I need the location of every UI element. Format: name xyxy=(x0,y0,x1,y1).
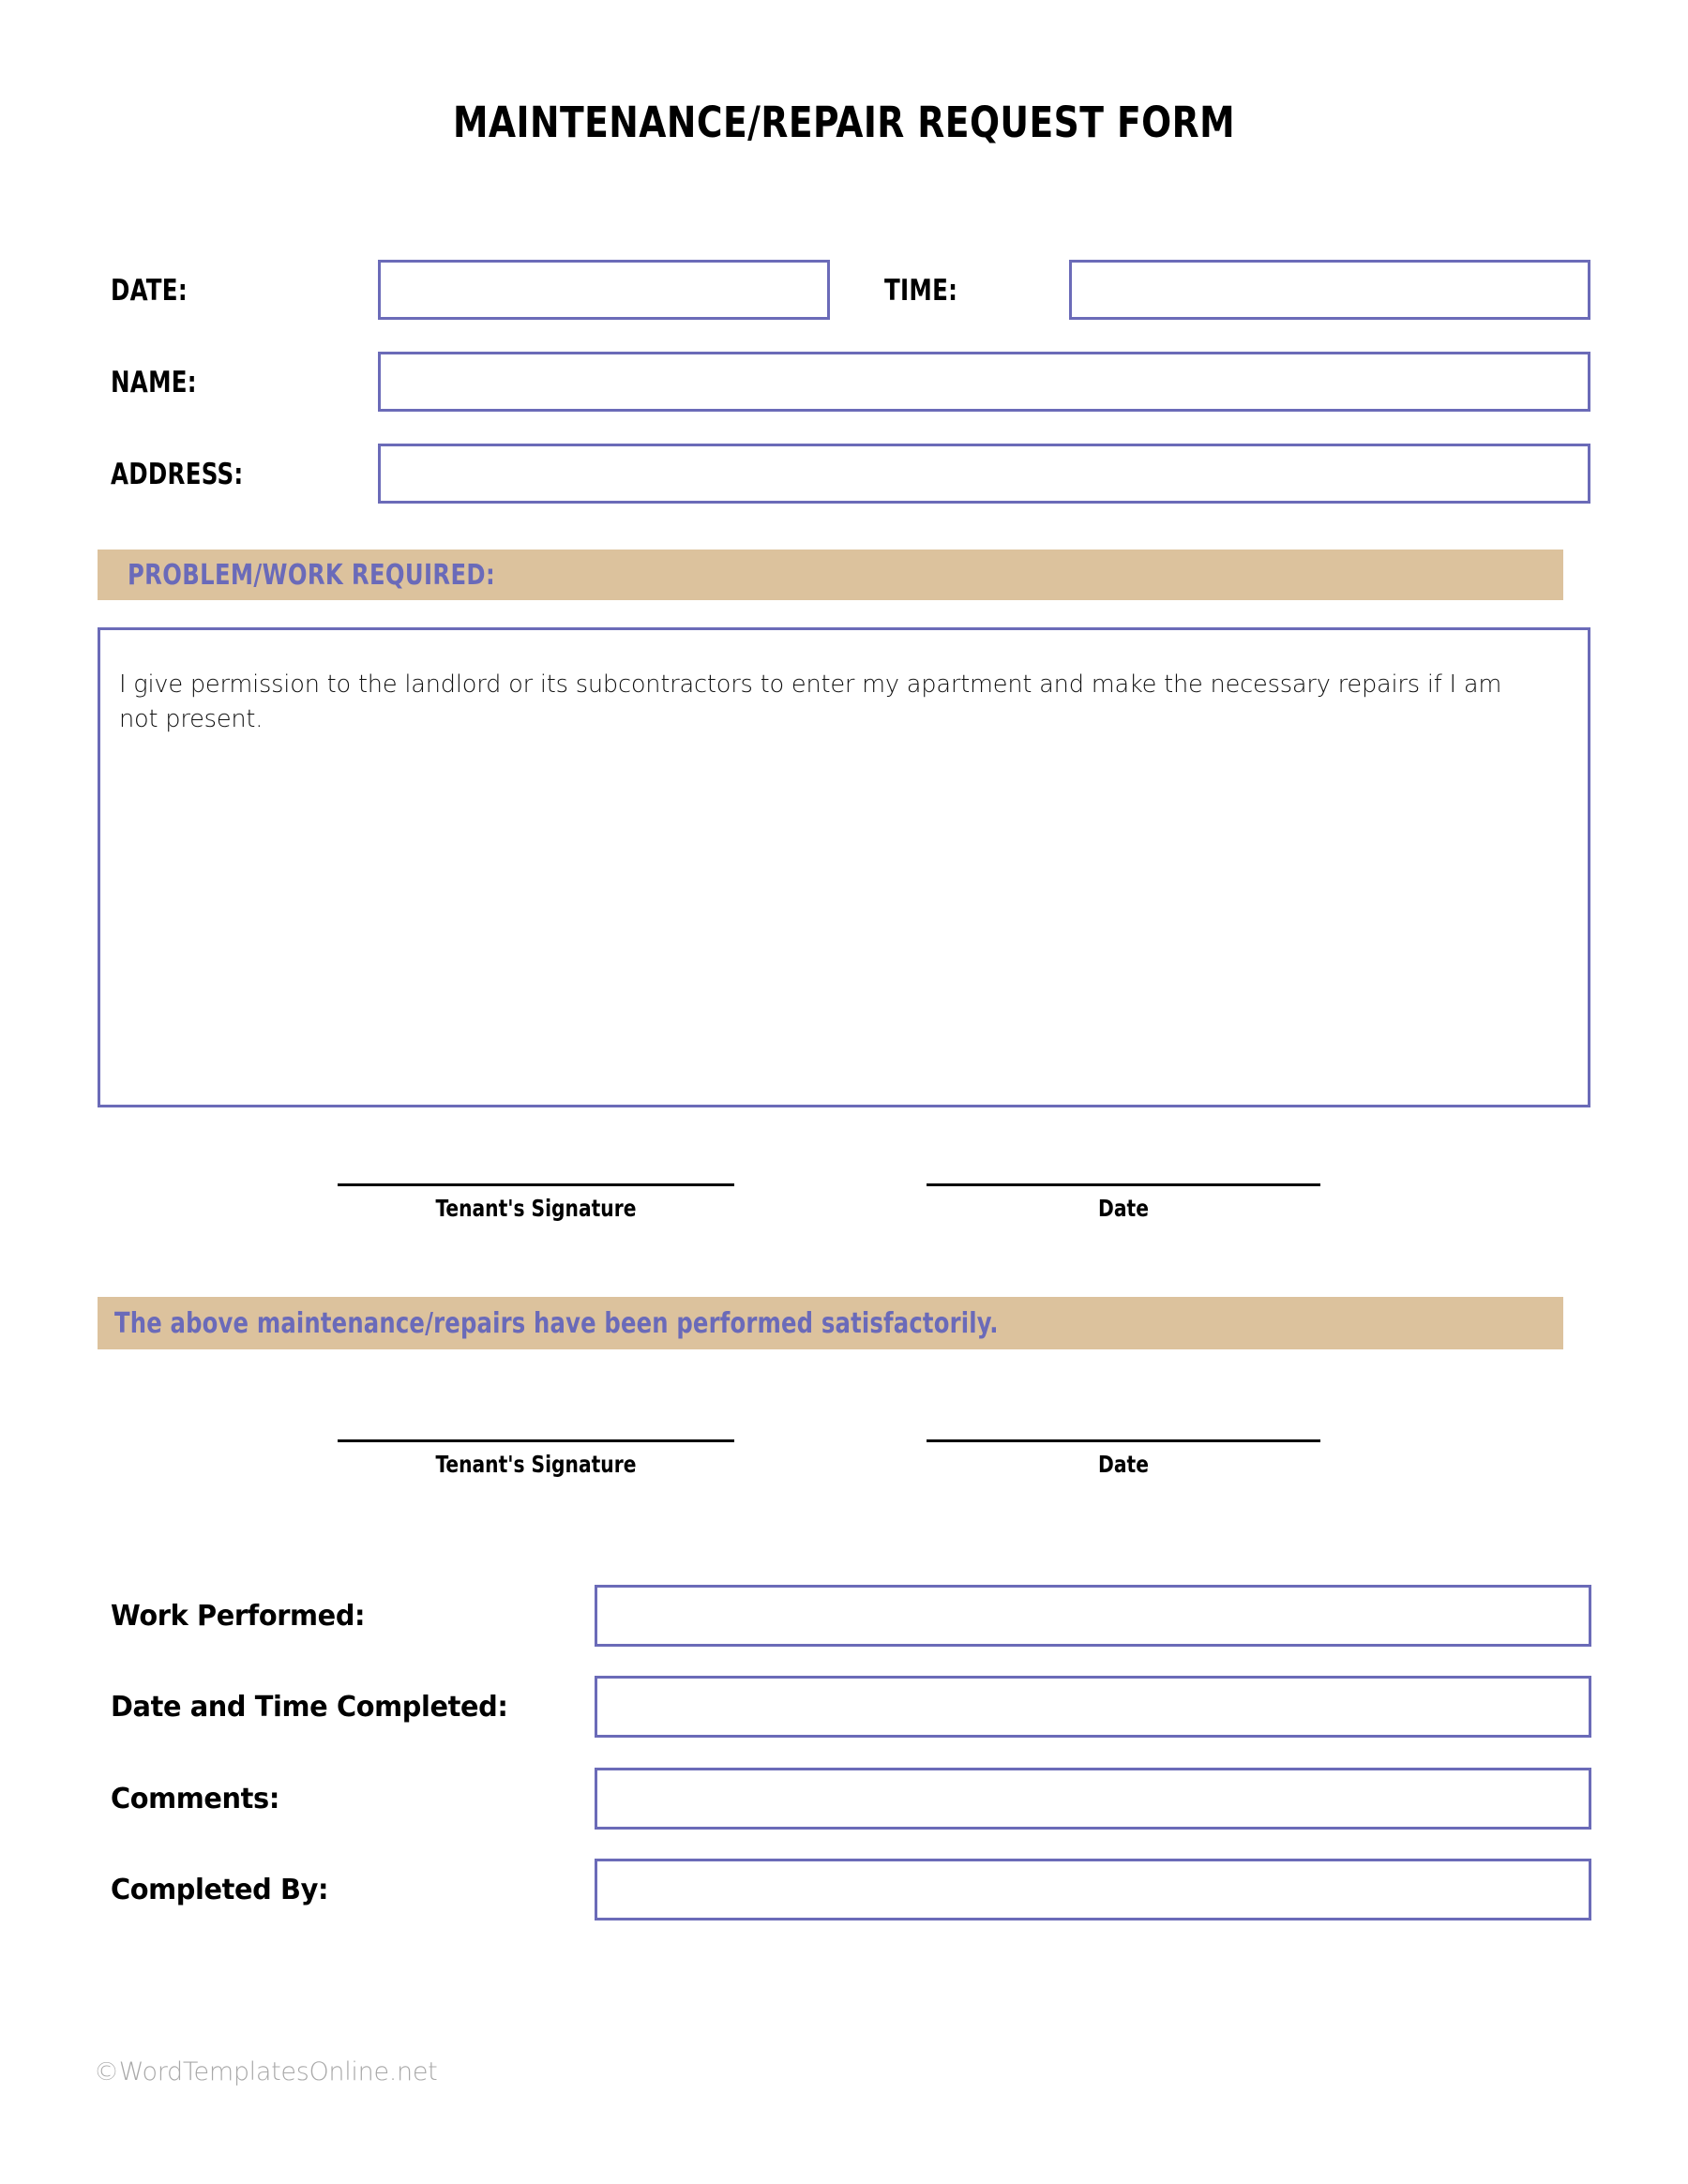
time-input-inner-rule xyxy=(1072,263,1588,317)
date-time-completed-input[interactable] xyxy=(595,1676,1591,1738)
address-input[interactable] xyxy=(378,444,1590,504)
signature-date-caption-1: Date xyxy=(1098,1195,1149,1222)
work-performed-label: Work Performed: xyxy=(111,1600,366,1633)
time-label: TIME: xyxy=(884,274,958,308)
work-performed-input-inner-rule xyxy=(597,1588,1589,1644)
permission-statement: I give permission to the landlord or its subcontractors to enter my apartment and make the necessary repairs if I am not present. xyxy=(119,670,1502,733)
date-input[interactable] xyxy=(378,260,830,320)
time-input[interactable] xyxy=(1069,260,1590,320)
date-input-inner-rule xyxy=(381,263,827,317)
date-label: DATE: xyxy=(111,274,188,308)
comments-input[interactable] xyxy=(595,1768,1591,1830)
tenant-signature-line-2[interactable] xyxy=(338,1439,734,1442)
comments-label: Comments: xyxy=(111,1783,279,1815)
completed-by-input-inner-rule xyxy=(597,1861,1589,1918)
problem-section-header-label: PROBLEM/WORK REQUIRED: xyxy=(128,558,496,592)
tenant-signature-line-1[interactable] xyxy=(338,1183,734,1186)
tenant-signature-caption-2: Tenant's Signature xyxy=(435,1451,637,1478)
footer-copyright: ©WordTemplatesOnline.net xyxy=(94,2057,438,2086)
completed-by-input[interactable] xyxy=(595,1859,1591,1920)
work-performed-input[interactable] xyxy=(595,1585,1591,1647)
address-label: ADDRESS: xyxy=(111,458,244,491)
date-time-completed-input-inner-rule xyxy=(597,1679,1589,1735)
signature-date-line-2[interactable] xyxy=(927,1439,1320,1442)
name-input[interactable] xyxy=(378,352,1590,412)
tenant-signature-caption-1: Tenant's Signature xyxy=(435,1195,637,1222)
address-input-inner-rule xyxy=(381,446,1588,501)
name-label: NAME: xyxy=(111,366,197,399)
satisfaction-statement: The above maintenance/repairs have been performed satisfactorily. xyxy=(114,1306,999,1340)
signature-date-caption-2: Date xyxy=(1098,1451,1149,1478)
satisfaction-section-header xyxy=(98,1297,1563,1349)
comments-input-inner-rule xyxy=(597,1770,1589,1827)
problem-description-textarea[interactable] xyxy=(98,627,1590,1107)
completed-by-label: Completed By: xyxy=(111,1874,329,1906)
date-time-completed-label: Date and Time Completed: xyxy=(111,1691,508,1724)
page-title: MAINTENANCE/REPAIR REQUEST FORM xyxy=(452,98,1236,147)
problem-section-header xyxy=(98,550,1563,600)
name-input-inner-rule xyxy=(381,354,1588,409)
signature-date-line-1[interactable] xyxy=(927,1183,1320,1186)
